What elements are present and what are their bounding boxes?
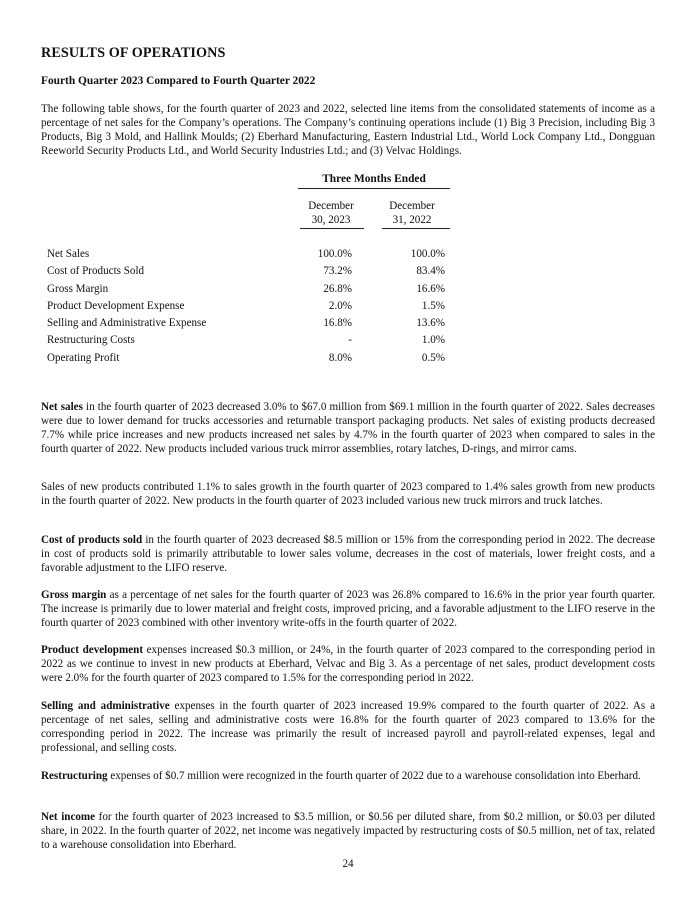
value-2023: 100.0% [317, 248, 352, 260]
value-2023: 16.8% [323, 317, 352, 330]
table-row [47, 298, 447, 315]
value-2022: 1.0% [421, 334, 445, 347]
value-2023: - [348, 334, 352, 347]
cost-paragraph [41, 533, 655, 575]
column-header-2023-line1: December [308, 200, 354, 212]
net-income-paragraph [41, 810, 655, 852]
net-income-text: for the fourth quarter of 2023 increased to $3.5 million, or $0.56 per diluted share, from $0.2 million, or $0.03 per diluted share, in 2022. In the fourth quarter of 2022, net income was negatively impacted by restructuring costs of $0.5 million, net of tax, related to a warehouse consolidation into Eberhard. [41, 811, 655, 852]
product-development-term: Product development [41, 644, 144, 656]
new-products-paragraph: Sales of new products contributed 1.1% to sales growth in the fourth quarter of 2023 compared to 1.4% sales growth from new products in the fourth quarter of 2022. New products in the fourth quarter of 2023 included various new truck mirrors and truck latches. [41, 481, 655, 508]
value-2022: 16.6% [416, 282, 445, 295]
net-sales-term: Net sales [41, 401, 83, 413]
value-2023: 2.0% [328, 299, 352, 312]
value-2022: 13.6% [416, 317, 445, 330]
table-row [47, 281, 447, 298]
table-group-header: Three Months Ended [322, 173, 426, 185]
row-label: Net Sales [47, 248, 90, 260]
column-header-2022 [380, 199, 444, 227]
results-table [47, 246, 447, 367]
value-2023: 26.8% [323, 282, 352, 295]
column-header-2022-line1: December [389, 200, 435, 212]
product-development-paragraph [41, 643, 655, 685]
row-label: Gross Margin [47, 282, 109, 295]
table-header-rule [298, 188, 450, 189]
value-2023: 73.2% [323, 265, 352, 278]
section-subheading: Fourth Quarter 2023 Compared to Fourth Quarter 2022 [41, 75, 316, 87]
value-2022: 83.4% [416, 265, 445, 278]
table-row [47, 315, 447, 332]
selling-admin-paragraph [41, 699, 655, 755]
restructuring-term: Restructuring [41, 770, 108, 782]
column-header-2022-line2: 31, 2022 [392, 214, 432, 226]
column-header-2023 [299, 199, 363, 227]
intro-paragraph: The following table shows, for the fourth quarter of 2023 and 2022, selected line items from the consolidated statements of income as a percentage of net sales for the Company’s operations. The Company’s continuing operations include (1) Big 3 Precision, including Big 3 Products, Big 3 Mold, and Hallink Moulds; (2) Eberhard Manufacturing, Eastern Industrial Ltd., World Lock Company Ltd., Dongguan Reeworld Security Products Ltd., and World Security Industries Ltd.; and (3) Velvac Holdings. [41, 103, 655, 158]
value-2022: 100.0% [410, 248, 445, 260]
restructuring-text: expenses of $0.7 million were recognized in the fourth quarter of 2022 due to a warehouse consolidation into Eberhard. [107, 770, 641, 782]
page-heading: RESULTS OF OPERATIONS [41, 45, 226, 61]
table-row [47, 350, 447, 367]
table-row [47, 263, 447, 280]
cost-term: Cost of products sold [41, 534, 143, 546]
selling-admin-text: expenses in the fourth quarter of 2023 increased 19.9% compared to the fourth quarter of 2022. As a percentage of net sales, selling and administrative costs were 16.8% for the fourth quarter of 2023 compared to 13.6% for the corresponding period in 2022. The increase was primarily the result of increased payroll and payroll-related expenses, legal and professional, and selling costs. [41, 700, 655, 755]
selling-admin-term: Selling and administrative [41, 700, 170, 712]
net-sales-paragraph [41, 400, 655, 456]
row-label: Restructuring Costs [47, 334, 135, 347]
net-sales-text: in the fourth quarter of 2023 decreased 3.0% to $67.0 million from $69.1 million in the fourth quarter of 2022. Sales decreases were due to lower demand for trucks accessories and returnable transport packaging products. Net sales of existing products decreased 7.7% while price increases and new products increased net sales by 4.7% in the fourth quarter of 2023 when compared to sales in the fourth quarter of 2022. New products included various truck mirror assemblies, rotary latches, D-rings, and mirror cams. [41, 401, 655, 456]
row-label: Cost of Products Sold [47, 265, 145, 278]
gross-margin-term: Gross margin [41, 589, 107, 601]
row-label: Selling and Administrative Expense [47, 317, 207, 330]
restructuring-paragraph [41, 769, 655, 783]
table-row [47, 332, 447, 349]
page-number: 24 [342, 858, 354, 870]
table-row [47, 246, 447, 263]
value-2023: 8.0% [328, 351, 352, 364]
column-header-2023-line2: 30, 2023 [311, 214, 351, 226]
value-2022: 0.5% [421, 351, 445, 364]
gross-margin-text: as a percentage of net sales for the fourth quarter of 2023 was 26.8% compared to 16.6% in the prior year fourth quarter. The increase is primarily due to lower material and freight costs, improved pricing, and a favorable adjustment to the LIFO reserve in the fourth quarter of 2023 combined with other inventory write-offs in the fourth quarter of 2022. [41, 589, 655, 630]
cost-text: in the fourth quarter of 2023 decreased $8.5 million or 15% from the corresponding period in 2022. The decrease in cost of products sold is primarily attributable to lower sales volume, decreases in the cost of materials, lower freight costs, and a favorable adjustment to the LIFO reserve. [41, 534, 655, 575]
row-label: Operating Profit [47, 351, 120, 364]
row-label: Product Development Expense [47, 299, 185, 312]
net-income-term: Net income [41, 811, 96, 823]
gross-margin-paragraph [41, 588, 655, 630]
column-rule-2023 [300, 228, 364, 229]
product-development-text: expenses increased $0.3 million, or 24%, in the fourth quarter of 2023 compared to the corresponding period in 2022 as we continue to invest in new products at Eberhard, Velvac and Big 3. As a percentage of net sales, product development costs were 2.0% for the fourth quarter of 2023 compared to 1.5% for the corresponding period in 2022. [41, 644, 655, 685]
column-rule-2022 [382, 228, 450, 229]
value-2022: 1.5% [421, 299, 445, 312]
